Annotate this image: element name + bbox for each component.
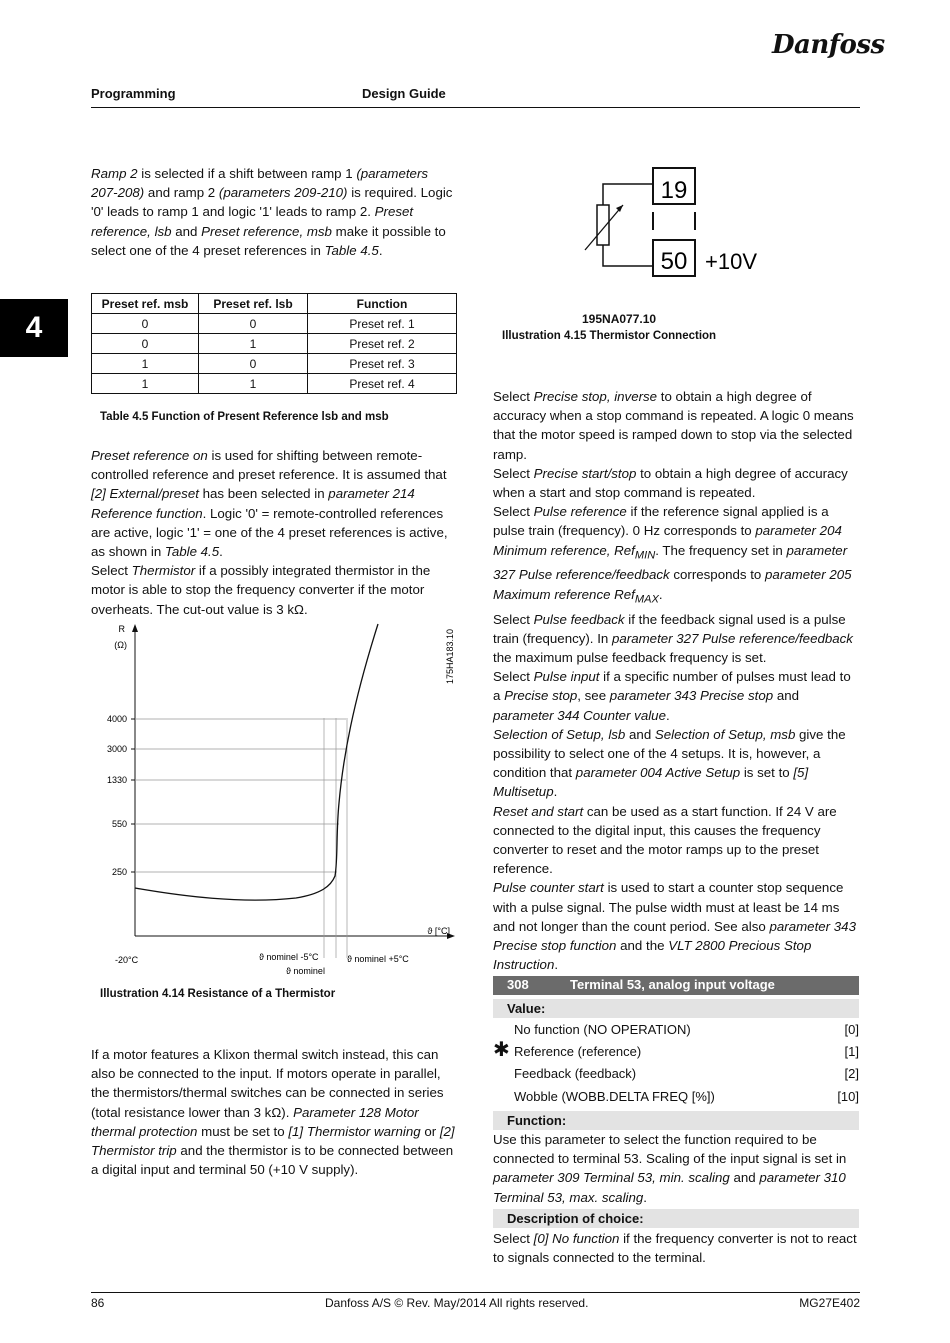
y-tick-label: 3000 [106, 744, 127, 754]
wire-top [603, 184, 653, 205]
y-axis-arrow [132, 624, 138, 632]
table-header-cell: Function [308, 294, 457, 314]
table-cell: 1 [199, 334, 308, 354]
table-cell: 1 [199, 374, 308, 394]
option-label: No function (NO OPERATION) [514, 1022, 691, 1037]
description-label-bar [493, 1209, 859, 1228]
klixon-paragraph: If a motor features a Klixon thermal switch instead, this can also be connected to the input. If motors operate in parallel, the thermistors/thermal switches can be connected in series (total resistance lower than 3 kΩ). Parameter 128 Motor thermal protection must be set to [1] Thermistor warning or [2] Thermistor trip and the thermistor is to be connected between a digital input and terminal 50 (+10 V supply). [91, 1047, 455, 1178]
danfoss-logo: Danfoss [772, 30, 885, 60]
preset-thermistor-paragraph: Preset reference on is used for shifting between remote-controlled reference and preset reference. It is assumed that [2] External/preset has been selected in parameter 214 Reference function. Logic '0' = remote-controlled references are active, logic '1' = one of the 4 preset references is active, as shown in Table 4.5. Select Thermistor if a possibly integrated thermistor in the motor is able to stop the frequency converter if the motor overheats. The cut-out value is 3 kΩ. [91, 448, 448, 617]
thermistor-symbol [597, 205, 609, 245]
y-tick-label: 4000 [106, 714, 127, 724]
doc-number: MG27E402 [799, 1296, 860, 1310]
copyright: Danfoss A/S © Rev. May/2014 All rights reserved. [325, 1296, 589, 1310]
function-paragraph: Use this parameter to select the function required to be connected to terminal 53. Scaling of the input signal is set in parameter 309 Terminal 53, min. scaling and parameter 310 Terminal 53, max. scaling. [493, 1132, 847, 1205]
terminal-19-label: 19 [660, 177, 688, 204]
table-cell: 0 [92, 314, 199, 334]
thermistor-resistance-chart [91, 618, 466, 980]
table-row [92, 314, 457, 334]
terminal-50-label: 50 [660, 248, 688, 275]
function-label-bar [493, 1111, 859, 1130]
intro-paragraph: Ramp 2 is selected if a shift between ramp 1 (parameters 207-208) and ramp 2 (parameters 209-210) is required. Logic '0' leads to ramp 1 and logic '1' leads to ramp 2. Preset reference, lsb and Preset reference, msb make it possible to select one of the 4 preset references in Table 4.5. [91, 166, 453, 258]
parameter-number: 308 [507, 977, 529, 992]
table-row [92, 354, 457, 374]
option-label: Reference (reference) [514, 1044, 642, 1059]
header-rule [91, 107, 860, 108]
table-cell: 0 [199, 354, 308, 374]
table-header-row [92, 294, 457, 314]
x-label-nominel-minus: ϑ nominel -5°C [259, 952, 319, 962]
option-label: Feedback (feedback) [514, 1066, 637, 1081]
table-row [92, 334, 457, 354]
voltage-label: +10V [705, 249, 757, 274]
table-cell: 0 [92, 334, 199, 354]
y-ticks [107, 714, 135, 877]
wire-bottom [603, 245, 653, 266]
thermistor-arrow [585, 205, 623, 250]
x-label-start: -20°C [115, 955, 139, 965]
table-cell: 0 [199, 314, 308, 334]
option-row [493, 1086, 859, 1108]
footer-rule [91, 1292, 860, 1293]
table-cell: Preset ref. 4 [308, 374, 457, 394]
table-cell: 1 [92, 374, 199, 394]
parameter-title: Terminal 53, analog input voltage [570, 977, 775, 992]
option-code: [1] [844, 1044, 859, 1059]
page-number: 86 [91, 1296, 105, 1310]
x-axis-label: ϑ [°C] [427, 926, 450, 936]
guide-title: Design Guide [362, 86, 446, 101]
thermistor-connection-diagram [575, 160, 785, 285]
table-row [92, 374, 457, 394]
function-label: Function: [507, 1113, 567, 1128]
default-marker-icon: ✱ [493, 1039, 510, 1061]
table-cell: 1 [92, 354, 199, 374]
description-paragraph: Select [0] No function if the frequency converter is not to react to signals connected to the terminal. [493, 1231, 857, 1266]
option-code: [0] [844, 1022, 859, 1037]
table-caption: Table 4.5 Function of Present Reference lsb and msb [100, 411, 389, 423]
option-row [493, 1063, 859, 1085]
figure-id: 175HA183.10 [445, 628, 455, 684]
option-code: [10] [837, 1089, 859, 1104]
chart-caption: Illustration 4.14 Resistance of a Thermistor [100, 988, 336, 1000]
thermistor-arrow-head [616, 205, 623, 212]
preset-reference-table [91, 293, 457, 394]
parameter-header [493, 976, 859, 995]
chapter-tab: 4 [0, 299, 68, 357]
y-tick-label: 1330 [106, 775, 127, 785]
option-code: [2] [844, 1066, 859, 1081]
value-label-bar [493, 999, 859, 1018]
diagram-caption: Illustration 4.15 Thermistor Connection [502, 330, 717, 342]
table-header-cell: Preset ref. lsb [199, 294, 308, 314]
function-descriptions: Select Precise stop, inverse to obtain a high degree of accuracy when a stop command is repeated. A logic 0 means that the motor speed is ramped down to stop via the selected ramp. Select Precise start/stop to obtain a high degree of accuracy when a start and stop command is repeated. Select Pulse reference if the reference signal applied is a pulse train (frequency). 0 Hz corresponds to parameter 204 Minimum reference, Ref$_{MIN}$. The frequency set in parameter 327 Pulse reference/feedback corresponds to parameter 205 Maximum reference Ref$_{MAX}$. Select Pulse feedback if the feedback signal used is a pulse train (frequency). In parameter 327 Pulse reference/feedback the maximum pulse feedback frequency is set. Select Pulse input if a specific number of pulses must lead to a Precise stop, see parameter 343 Precise stop and parameter 344 Counter value. Selection of Setup, lsb and Selection of Setup, msb give the possibility to select one of the 4 setups. It is, however, a condition that parameter 004 Active Setup is set to [5] Multisetup. Reset and start can be used as a start function. If 24 V are connected to the digital input, this causes the frequency converter to reset and the motor ramps up to the preset reference. Pulse counter start is used to start a counter stop sequence with a pulse signal. The pulse width must at least be 14 ms and not longer than the count period. See also parameter 343 Precise stop function and the VLT 2800 Precious Stop Instruction. [493, 389, 856, 973]
value-label: Value: [507, 1001, 546, 1016]
y-tick-label: 250 [111, 867, 127, 877]
description-label: Description of choice: [507, 1211, 644, 1226]
table-header-cell: Preset ref. msb [92, 294, 199, 314]
table-cell: Preset ref. 1 [308, 314, 457, 334]
option-row [493, 1019, 859, 1041]
option-label: Wobble (WOBB.DELTA FREQ [%]) [514, 1089, 715, 1104]
resistance-curve [135, 624, 378, 900]
x-label-nominel: ϑ nominel [286, 966, 325, 976]
y-axis-label: R [118, 624, 125, 634]
diagram-code: 195NA077.10 [582, 312, 657, 326]
section-title: Programming [91, 86, 176, 101]
table-cell: Preset ref. 2 [308, 334, 457, 354]
table-cell: Preset ref. 3 [308, 354, 457, 374]
option-row [493, 1041, 859, 1063]
x-label-nominel-plus: ϑ nominel +5°C [347, 954, 409, 964]
y-tick-label: 550 [111, 819, 127, 829]
y-axis-unit: (Ω) [114, 640, 127, 650]
